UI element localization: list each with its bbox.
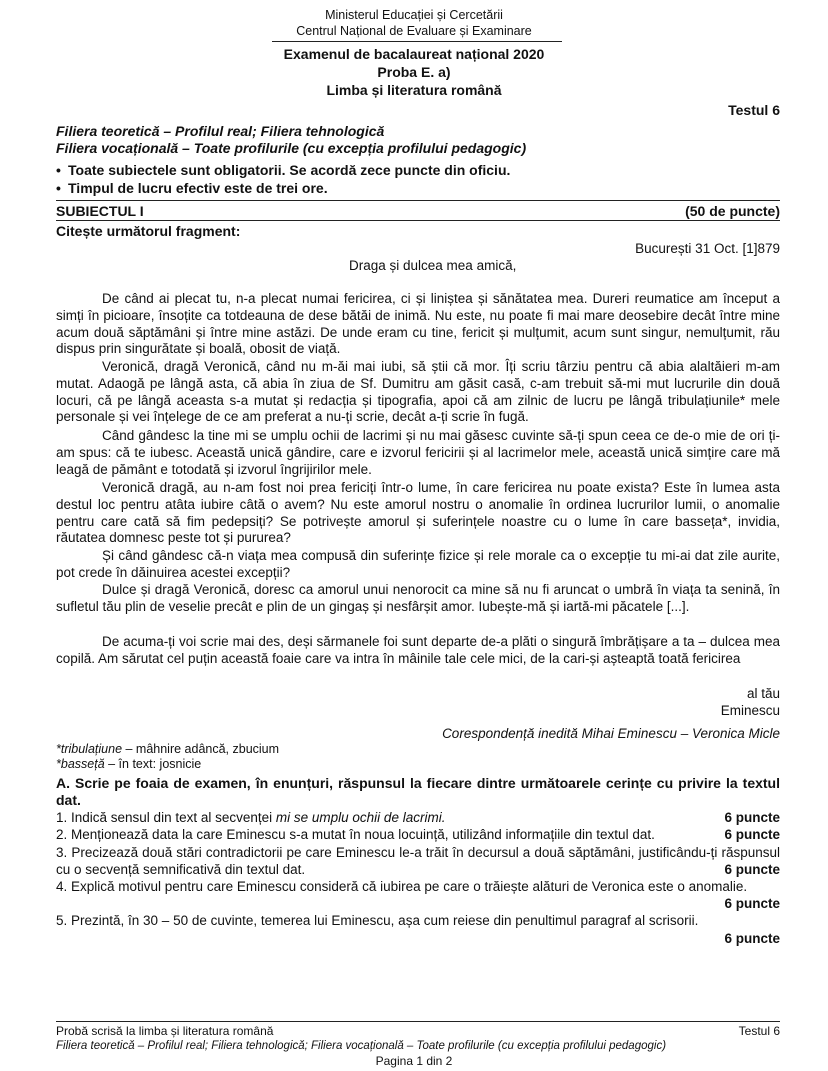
header-underline — [272, 41, 562, 42]
proba-title: Proba E. a) — [377, 64, 451, 80]
task-4-points: 6 puncte — [724, 896, 780, 911]
footer-profiles: Filiera teoretică – Profilul real; Filiera tehnologică; Filiera vocațională – Toate profilurile (cu excepția profilului pedagogic) — [56, 1040, 667, 1052]
letter-paragraph-7: De acuma-ți voi scrie mai des, deși sărmanele foi sunt departe de-a plăti o singură îmbrățișare a ta – dulcea mea copilă. Am sărutat cel puțin această foaie care va intra în mâinile tale cele mici, de la cari-și așteaptă toată fericirea — [56, 634, 780, 666]
footer-divider — [56, 1021, 780, 1022]
letter-paragraph-2: Veronică, dragă Veronică, când nu m-ăi mai iubi, să știi că mor. Îți scriu târziu pentru că abia alaltăieri m-am mutat. Adaogă pe lângă asta, că abia în ziua de Sf. Dumitru am găsit casă, c-am trebuit să-mi mut lucrurile din două locuri, că pe lângă aceasta s-a mutat și redacția și tipografia, apoi că am zilnic de lucru pe lângă tribulațiunile* mele personale și vei înțelege de ce am preferat a nu-ți scrie, decât a-ți scrie în fugă. — [56, 359, 780, 425]
task-5-points: 6 puncte — [724, 931, 780, 946]
center-name: Centrul Național de Evaluare și Examinare — [296, 24, 532, 38]
glossary-entry-1: *tribulațiune – mâhnire adâncă, zbucium — [56, 742, 280, 756]
task-1-points: 6 puncte — [724, 810, 780, 825]
letter-paragraph-1: De când ai plecat tu, n-a plecat numai fericirea, ci și liniștea și sănătatea mea. Dureri reumatice am început a simți în picioare, însoțite ca totdeauna de dese bătăi de inimă. Nu este, nu poate fi mai mare deosebire decât între mine acum două săptămâni și între mine astăzi. De unde eram cu tine, fericit și mulțumit, acum sunt singur, nemulțumit, rău dispus prin singurătate și boală, obosit de viață. — [56, 291, 780, 357]
bullet-icon: • — [56, 162, 61, 178]
letter-paragraph-6: Dulce și dragă Veronică, doresc ca amorul unui nenorocit ca mine să nu fi aruncat o umbră în viața ta senină, în sufletul tău plin de veselie precât e plin de un gingaș și nesfârșit amor. Iubește-mă și iartă-mi păcatele [...]. — [56, 582, 780, 614]
footer-left: Probă scrisă la limba și literatura română — [56, 1024, 274, 1038]
section-title: SUBIECTUL I — [56, 203, 144, 219]
task-1: 6 puncte 1. Indică sensul din text al secvenței mi se umplu ochii de lacrimi. — [56, 810, 780, 825]
task-2: 6 puncte 2. Menționează data la care Eminescu s-a mutat în noua locuință, utilizând informațiile din textul dat. — [56, 827, 780, 842]
profile-line-2: Filiera vocațională – Toate profilurile (cu excepția profilului pedagogic) — [56, 140, 527, 156]
letter-paragraph-3: Când gândesc la tine mi se umplu ochii de lacrimi și nu mai găsesc cuvinte să-ți spun ceea ce de-o mie de ori ți-am spus: că te iubesc. Această unică gândire, care e izvorul fericirii și al lacrimelor mele, această unică simțire care mă leagă de pământ e totodată și izvorul îngrijirilor mele. — [56, 428, 780, 477]
subject-title: Limba și literatura română — [326, 82, 502, 98]
profile-line-1: Filiera teoretică – Profilul real; Filiera tehnologică — [56, 123, 385, 139]
bullet-icon: • — [56, 180, 61, 196]
task-4: 4. Explică motivul pentru care Eminescu consideră că iubirea pe care o trăiește alături de Veronica este o anomalie. — [56, 879, 748, 894]
letter-paragraph-4: Veronică dragă, au n-am fost noi prea fericiți într-o lume, în care fericirea nu poate exista? Este în lumea asta destul loc pentru atâta iubire câtă o avem? Nu este amorul nostru o anomalie în ordinea lucrurilor lumii, o anomalie pentru care cată să fim pedepsiți? Se potrivește amorul și suferințele noastre cu o lume în care basseța*, invidia, răutatea domnesc peste tot și pururea? — [56, 480, 780, 546]
task-5: 5. Prezintă, în 30 – 50 de cuvinte, temerea lui Eminescu, așa cum reiese din penultimul paragraf al scrisorii. — [56, 913, 699, 928]
section-divider — [56, 200, 780, 201]
ministry-name: Ministerul Educației și Cercetării — [325, 8, 503, 22]
letter-signature: Eminescu — [720, 703, 780, 718]
rule-2: • Timpul de lucru efectiv este de trei ore. — [56, 180, 328, 196]
letter-signoff: al tău — [746, 686, 780, 701]
letter-date: București 31 Oct. [1]879 — [635, 241, 780, 256]
section-points: (50 de puncte) — [685, 203, 780, 219]
exam-title: Examenul de bacalaureat național 2020 — [283, 46, 545, 62]
glossary-entry-2: *basseță – în text: josnicie — [56, 757, 202, 771]
task-3-points: 6 puncte — [724, 862, 780, 877]
letter-greeting: Draga și dulcea mea amică, — [349, 258, 517, 273]
letter-source: Corespondență inedită Mihai Eminescu – Veronica Micle — [442, 726, 780, 741]
footer-page-number: Pagina 1 din 2 — [375, 1054, 453, 1068]
test-number: Testul 6 — [728, 102, 780, 118]
tasks-intro: A. Scrie pe foaia de examen, în enunțuri, răspunsul la fiecare dintre următoarele cerințe cu privire la textul dat. — [56, 775, 780, 808]
letter-paragraph-5: Și când gândesc că-n viața mea compusă din suferințe fizice și rele morale ca o excepție tu mi-ai dat zile aurite, pot crede în dăinuirea acestei excepții? — [56, 548, 780, 580]
section-divider — [56, 220, 780, 221]
task-3: 3. Precizează două stări contradictorii pe care Eminescu le-a trăit în decursul a două săptămâni, justificându-ți răspunsul cu o secvență semnificativă din textul dat. — [56, 845, 780, 877]
rule-1: • Toate subiectele sunt obligatorii. Se acordă zece puncte din oficiu. — [56, 162, 511, 178]
footer-test: Testul 6 — [738, 1024, 780, 1038]
task-2-points: 6 puncte — [724, 827, 780, 842]
reading-instruction: Citește următorul fragment: — [56, 223, 241, 239]
